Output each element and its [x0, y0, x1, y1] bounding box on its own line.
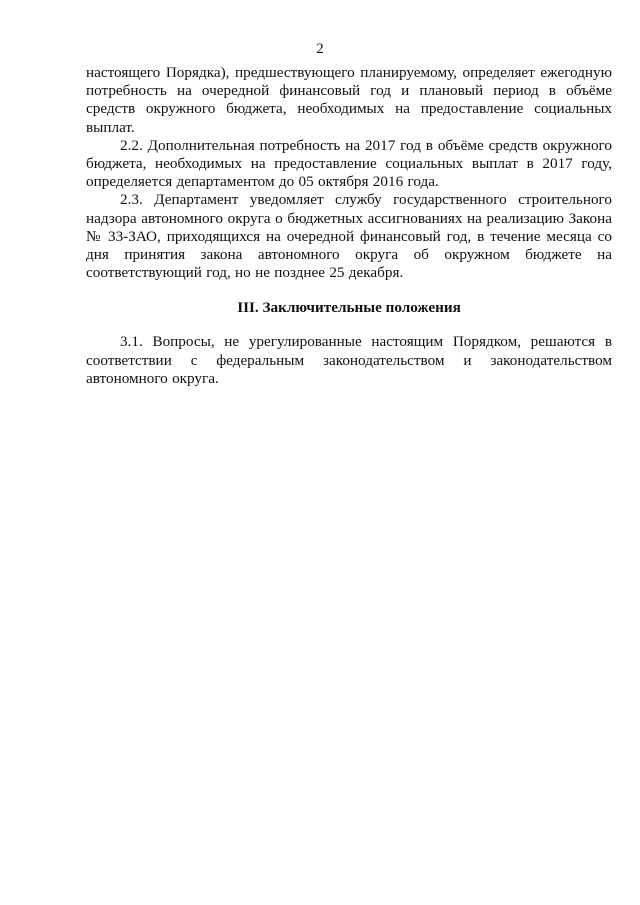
section-3-title: III. Заключительные положения — [237, 299, 461, 317]
page-number: 2 — [316, 41, 324, 57]
paragraph-2-3: 2.3. Департамент уведомляет службу государственного строительного надзора автономного округа о бюджетных ассигнованиях на реализацию Закона № 33-ЗАО, приходящихся на очередной финансовый год, в течение месяца со дня принятия закона автономного округа об окружном бюджете на соответствующий год, но не позднее 25 декабря. — [86, 191, 612, 282]
paragraph-3-1: 3.1. Вопросы, не урегулированные настоящим Порядком, решаются в соответствии с федеральным законодательством и законодательством автономного округа. — [86, 333, 612, 387]
paragraph-continuation: настоящего Порядка), предшествующего планируемому, определяет ежегодную потребность на очередной финансовый год и плановый период в объёме средств окружного бюджета, необходимых на предоставление социальных выплат. — [86, 64, 612, 136]
paragraph-2-2: 2.2. Дополнительная потребность на 2017 год в объёме средств окружного бюджета, необходимых на предоставление социальных выплат в 2017 году, определяется департаментом до 05 октября 2016 года. — [86, 136, 612, 191]
document-body — [86, 64, 612, 388]
